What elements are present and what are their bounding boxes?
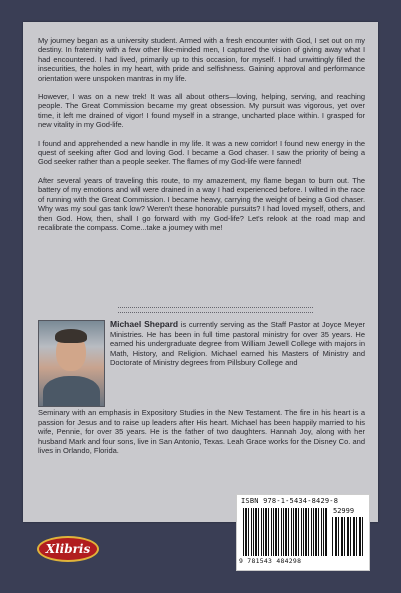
dotted-divider xyxy=(118,307,313,313)
bio-text-beside-photo xyxy=(110,320,365,368)
blurb-paragraph-4: After several years of traveling this route, to my amazement, my flame began to burn out. The battery of my emotions and will were drained in a way I had experienced before. I wilted in the race of running with the Great Commission. I became heavy, carrying the weight of being a God chaser. Why was my soul gas tank low? Weren't these honorable pursuits? I had loved myself, others, and then God. How, then, shall I go forward with my God-life? Let's relook at the road map and recalibrate the compass. Come...take a journey with me! xyxy=(38,175,365,232)
text-panel xyxy=(23,22,378,522)
bio-intro: is currently serving as the Staff Pastor at Joyce Meyer Ministries. He has been in full time pastoral ministry for over 35 years. He earned his undergraduate degree from William Jewell College with majors in Math, History, and Religion. Michael earned his Masters of Ministry and Doctorate of Ministry degrees from Pillsbury College and xyxy=(110,320,365,368)
xlibris-logo: Xlibris xyxy=(37,536,99,562)
bio-text-below-photo: Seminary with an emphasis in Expository Studies in the New Testament. The fire in his heart is a passion for Jesus and to raise up leaders after His heart. Michael has been happily married to his wife, Pennie, for over 35 years. He is the father of two daughters. Hannah Joy, along with her husband Mark and four sons, live in San Antonio, Texas. Leah Grace works for the Disney Co. and lives in Orlando, Florida. xyxy=(38,408,365,456)
barcode-box xyxy=(236,494,370,571)
author-name: Michael Shepard xyxy=(110,319,179,329)
isbn-label: ISBN 978-1-5434-8429-8 xyxy=(241,497,339,505)
barcode-number: 9 781543 484298 xyxy=(239,557,302,565)
barcode-bars xyxy=(243,508,327,556)
blurb xyxy=(38,36,365,456)
blurb-paragraph-2: However, I was on a new trek! It was all about others—loving, helping, serving, and reaching people. The Great Commission became my great obsession. My pursuit was vigorous, yet over time, it left me drained of vigor! I found myself in a strange, uncharted place within. I grasped for new vitality in my God-life. xyxy=(38,92,365,130)
price-addon-code: 52999 xyxy=(333,507,355,515)
blurb-paragraph-3: I found and apprehended a new handle in my life. It was a new corridor! I found new energy in the quest of seeking after God and loving God. I became a God chaser. I saw the priority of being a God seeker rather than a people seeker. The flames of my God-life were fanned! xyxy=(38,138,365,167)
photo-hair xyxy=(55,329,87,343)
blurb-paragraph-1: My journey began as a university student. Armed with a fresh encounter with God, I set out on my destiny. In fraternity with a few other like-minded men, I captured the vision of giving away what I had encountered. I had lived, primarily up to this occasion, for myself. I had unwittingly filled the insecurities, the holes in my heart, with pride and selfishness. Gaining approval and performance orientation were unspoken mantras in my life. xyxy=(38,36,365,83)
photo-shirt xyxy=(43,376,100,407)
addon-barcode-bars xyxy=(332,517,363,556)
author-photo xyxy=(38,320,105,407)
